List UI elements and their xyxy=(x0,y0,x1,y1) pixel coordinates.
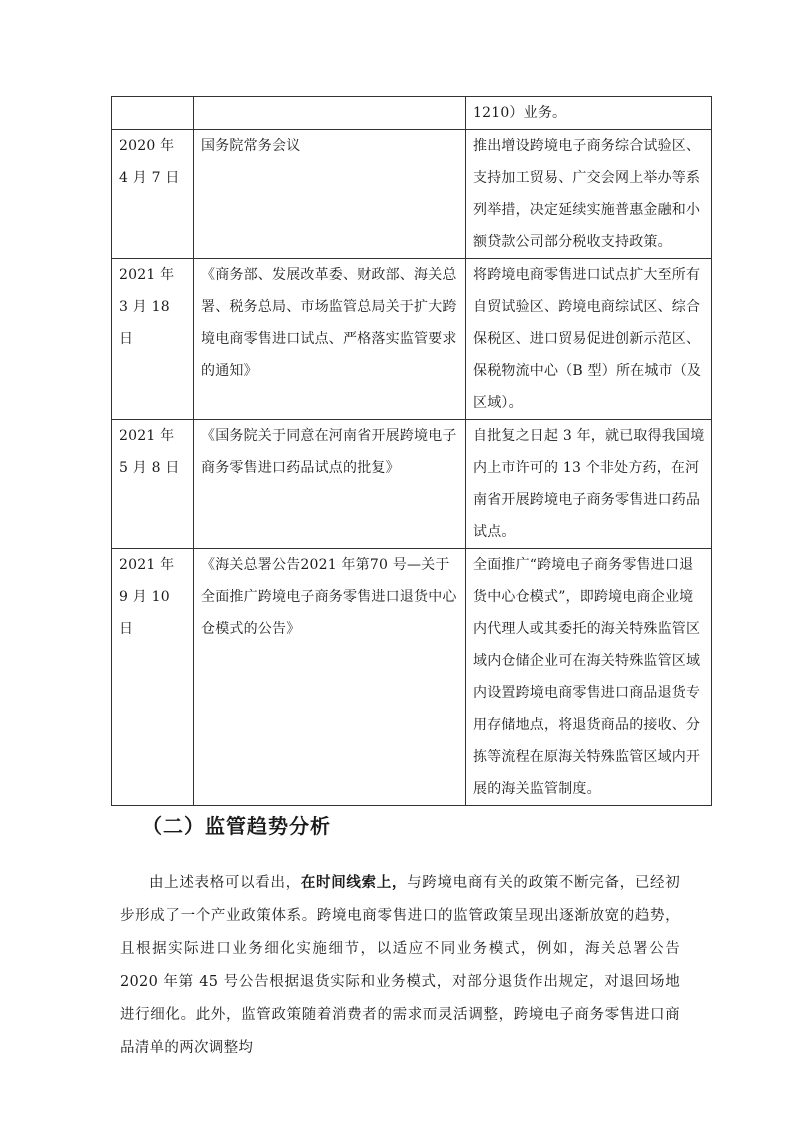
date-cell xyxy=(112,97,194,130)
paragraph-rest: 与跨境电商有关的政策不断完备，已经初步形成了一个产业政策体系。跨境电商零售进口的监管政策呈现出逐渐放宽的趋势，且根据实际进口业务细化实施细节，以适应不同业务模式，例如，海关总署公告 2020 年第 45 号公告根据退货实际和业务模式，对部分退货作出规定，对退回场地进行细化。此外，监管政策随着消费者的需求而灵活调整，跨境电子商务零售进口商品清单的两次调整均 xyxy=(120,875,680,1056)
content-text: 1210）业务。 xyxy=(473,105,567,121)
date-cell xyxy=(112,420,194,549)
table-row xyxy=(112,97,712,130)
table-row xyxy=(112,549,712,806)
content-text: 推出增设跨境电子商务综合试验区、支持加工贸易、广交会网上举办等系列举措，决定延续实施普惠金融和小额贷款公司部分税收支持政策。 xyxy=(473,138,701,250)
table-row xyxy=(112,259,712,420)
content-cell xyxy=(466,97,712,130)
table-row xyxy=(112,130,712,259)
date-text: 2021 年 3 月 18 日 xyxy=(119,267,175,347)
content-text: 全面推广“跨境电子商务零售进口退货中心仓模式”，即跨境电商企业境内代理人或其委托的海关特殊监管区域内仓储企业可在海关特殊监管区域内设置跨境电商零售进口商品退货专用存储地点，将退货商品的接收、分拣等流程在原海关特殊监管区域内开展的海关监管制度。 xyxy=(473,557,701,797)
date-text: 2020 年 4 月 7 日 xyxy=(119,138,180,186)
issuer-cell xyxy=(194,130,466,259)
issuer-text: 国务院常务会议 xyxy=(201,138,301,154)
content-cell xyxy=(466,420,712,549)
paragraph-lead: 由上述表格可以看出， xyxy=(149,875,301,891)
date-cell xyxy=(112,130,194,259)
body-paragraph xyxy=(120,866,680,1065)
date-text: 2021 年 5 月 8 日 xyxy=(119,428,180,476)
section-heading: （二）监管趋势分析 xyxy=(142,814,331,838)
content-cell xyxy=(466,549,712,806)
issuer-cell xyxy=(194,420,466,549)
issuer-text: 《国务院关于同意在河南省开展跨境电子商务零售进口药品试点的批复》 xyxy=(201,428,457,476)
issuer-cell xyxy=(194,549,466,806)
content-cell xyxy=(466,259,712,420)
issuer-cell xyxy=(194,259,466,420)
policy-timeline-table xyxy=(111,96,712,806)
issuer-text: 《商务部、发展改革委、财政部、海关总署、税务总局、市场监管总局关于扩大跨境电商零售进口试点、严格落实监管要求的通知》 xyxy=(201,267,457,379)
issuer-cell xyxy=(194,97,466,130)
content-text: 自批复之日起 3 年，就已取得我国境内上市许可的 13 个非处方药，在河南省开展跨境电子商务零售进口药品试点。 xyxy=(473,428,705,540)
content-text: 将跨境电商零售进口试点扩大至所有自贸试验区、跨境电商综试区、综合保税区、进口贸易促进创新示范区、保税物流中心（B 型）所在城市（及区域）。 xyxy=(473,267,702,411)
content-cell xyxy=(466,130,712,259)
date-text: 2021 年 9 月 10 日 xyxy=(119,557,175,637)
table-row xyxy=(112,420,712,549)
paragraph-emphasis: 在时间线索上， xyxy=(300,874,408,891)
issuer-text: 《海关总署公告2021 年第70 号—关于全面推广跨境电子商务零售进口退货中心仓模式的公告》 xyxy=(201,557,457,637)
date-cell xyxy=(112,549,194,806)
date-cell xyxy=(112,259,194,420)
